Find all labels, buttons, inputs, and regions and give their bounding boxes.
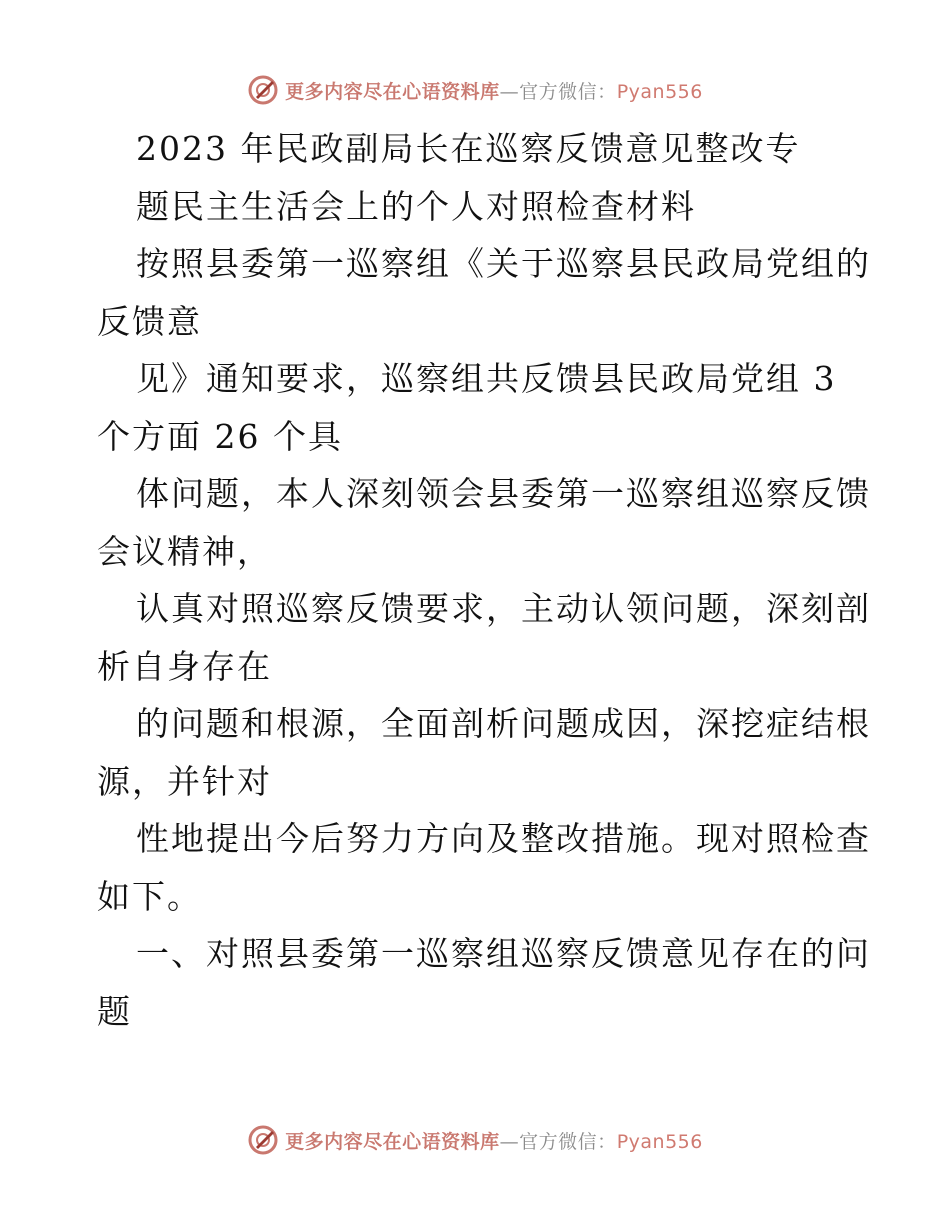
watermark-label: 官方微信： — [519, 1130, 617, 1153]
watermark-separator: — — [499, 1130, 520, 1153]
header-watermark — [0, 70, 950, 110]
paragraph-line: 体问题，本人深刻领会县委第一巡察组巡察反馈 — [136, 474, 871, 513]
watermark-brand: 更多内容尽在心语资料库 — [285, 1130, 500, 1153]
watermark-label: 官方微信： — [519, 80, 617, 103]
watermark-wechat-id: Pyan556 — [616, 1130, 703, 1153]
paragraph-line: 析自身存在 — [97, 646, 272, 686]
watermark-text — [285, 1127, 703, 1154]
paragraph-line: 个方面 26 个具 — [97, 416, 343, 456]
footer-watermark — [0, 1120, 950, 1160]
paragraph-line: 如下。 — [97, 876, 202, 916]
paragraph-line: 源，并针对 — [97, 761, 272, 801]
section-heading-line: 题 — [97, 991, 132, 1031]
watermark-text — [285, 77, 703, 104]
watermark-wechat-id: Pyan556 — [616, 80, 703, 103]
logo-icon — [247, 74, 279, 106]
paragraph-line: 按照县委第一巡察组《关于巡察县民政局党组的 — [136, 244, 871, 283]
watermark-brand: 更多内容尽在心语资料库 — [285, 80, 500, 103]
paragraph-line: 认真对照巡察反馈要求，主动认领问题，深刻剖 — [136, 589, 871, 628]
paragraph-line: 会议精神， — [97, 531, 272, 571]
paragraph-line: 性地提出今后努力方向及整改措施。现对照检查 — [136, 819, 871, 858]
title-line-1: 2023 年民政副局长在巡察反馈意见整改专 — [136, 129, 801, 168]
watermark-separator: — — [499, 80, 520, 103]
paragraph-line: 见》通知要求，巡察组共反馈县民政局党组 3 — [136, 359, 837, 398]
document-body — [97, 120, 871, 1040]
section-heading-line: 一、对照县委第一巡察组巡察反馈意见存在的问 — [136, 934, 871, 973]
paragraph-line: 的问题和根源，全面剖析问题成因，深挖症结根 — [136, 704, 871, 743]
paragraph-line: 反馈意 — [97, 301, 202, 341]
title-line-2: 题民主生活会上的个人对照检查材料 — [136, 186, 696, 226]
logo-icon — [247, 1124, 279, 1156]
